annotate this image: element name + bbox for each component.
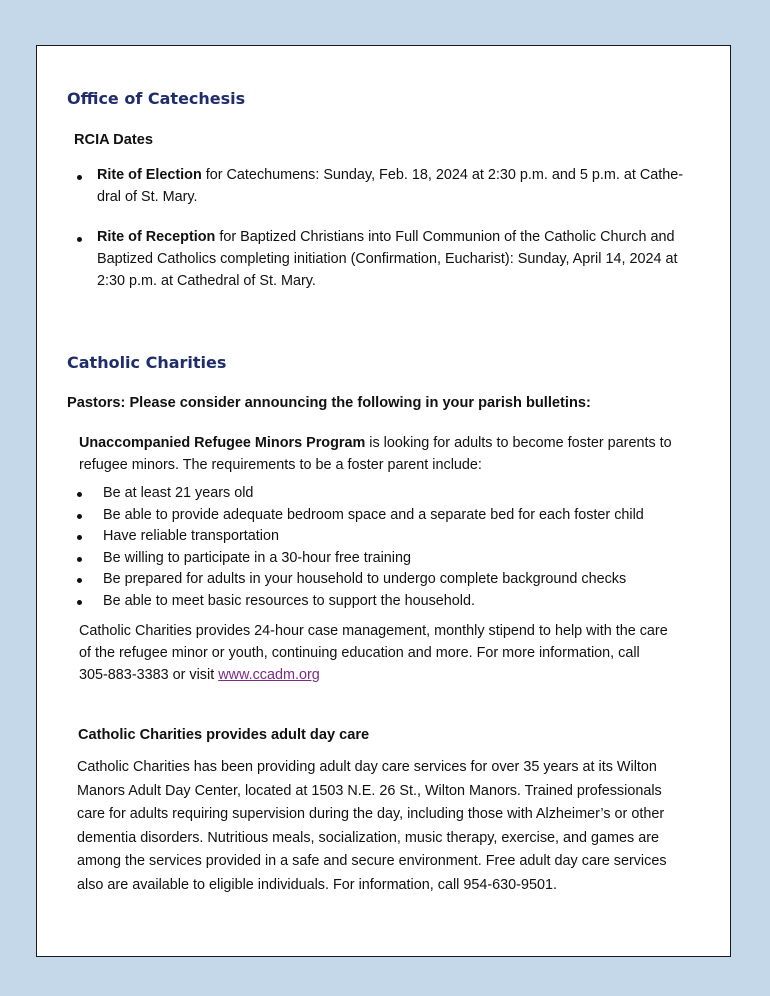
list-item [77,591,717,613]
daycare-text-line: care for adults requiring supervision during the day, including those with Alzheimer’s or other [77,806,665,822]
bullet-icon [77,175,82,180]
rite-of-reception-text: for Baptized Christians into Full Communion of the Catholic Church and [215,229,675,245]
rite-of-election-text-cont: dral of St. Mary. [97,189,198,205]
refugee-intro-text-cont: refugee minors. The requirements to be a foster parent include: [79,457,482,473]
requirement-text: Be prepared for adults in your household to undergo complete background checks [103,571,627,587]
list-item [77,526,717,548]
rite-of-reception-text-cont2: 2:30 p.m. at Cathedral of St. Mary. [97,273,316,289]
pastors-note: Pastors: Please consider announcing the following in your parish bulletins: [67,395,591,411]
refugee-closing [79,620,719,686]
bullet-icon [77,514,82,519]
bullet-icon [77,600,82,605]
rite-of-reception-title: Rite of Reception [97,229,216,245]
daycare-text-line: Catholic Charities has been providing adult day care services for over 35 years at its Wilton [77,759,657,775]
refugee-closing-text-cont2: 305-883-3383 or visit [79,667,219,683]
rite-of-election-title: Rite of Election [97,167,202,183]
bullet-icon [77,535,82,540]
rite-of-reception-text-cont: Baptized Catholics completing initiation (Confirmation, Eucharist): Sunday, April 14, 2024 at [97,251,678,267]
bullet-icon [77,492,82,497]
requirement-text: Be willing to participate in a 30-hour free training [103,549,411,566]
daycare-text-line: among the services provided in a safe and secure environment. Free adult day care services [77,853,667,869]
refugee-program-title: Unaccompanied Refugee Minors Program [79,435,366,451]
rite-of-election-item [97,164,717,208]
refugee-intro-text: is looking for adults to become foster parents to [365,435,672,451]
refugee-closing-text-cont: of the refugee minor or youth, continuing education and more. For more information, call [79,645,640,661]
requirements-list [77,483,717,612]
requirement-text: Be able to provide adequate bedroom space and a separate bed for each foster child [103,506,644,523]
daycare-paragraph [77,756,722,897]
requirement-text: Be able to meet basic resources to support the household. [103,592,475,609]
ccadm-link[interactable]: www.ccadm.org [218,667,320,683]
bullet-icon [77,578,82,583]
catechesis-heading: Office of Catechesis [67,89,246,108]
refugee-intro [79,432,719,476]
refugee-closing-text: Catholic Charities provides 24-hour case management, monthly stipend to help with the care [79,623,668,639]
list-item [77,505,717,527]
document-page [36,45,731,957]
list-item [77,548,717,570]
bullet-icon [77,237,82,242]
daycare-heading: Catholic Charities provides adult day care [78,727,370,743]
daycare-text-line: Manors Adult Day Center, located at 1503 N.E. 26 St., Wilton Manors. Trained professionals [77,782,662,799]
daycare-text-line: also are available to eligible individuals. For information, call 954-630-9501. [77,876,557,893]
rite-of-reception-item [97,226,727,292]
requirement-text: Have reliable transportation [103,528,279,544]
list-item [77,483,717,505]
rcia-dates-heading: RCIA Dates [74,132,153,148]
rite-of-election-text: for Catechumens: Sunday, Feb. 18, 2024 at 2:30 p.m. and 5 p.m. at Cathe- [201,167,684,183]
list-item [77,569,717,591]
charities-heading: Catholic Charities [67,353,227,372]
daycare-text-line: dementia disorders. Nutritious meals, socialization, music therapy, exercise, and games are [77,829,660,846]
bullet-icon [77,557,82,562]
requirement-text: Be at least 21 years old [103,485,254,501]
